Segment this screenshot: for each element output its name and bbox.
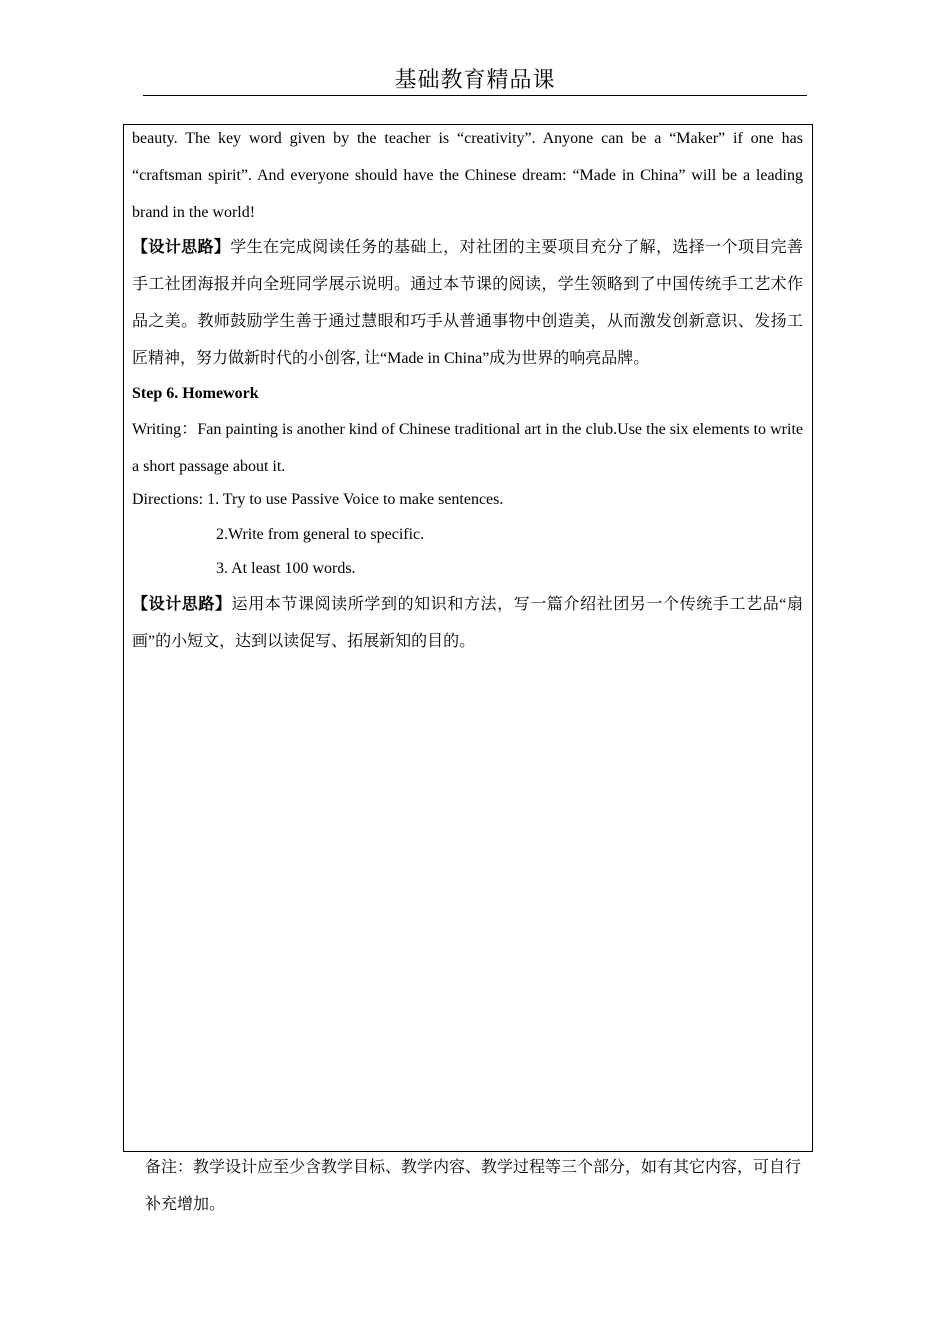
design-idea-label: 【设计思路】 <box>132 239 231 256</box>
page-header-title: 基础教育精品课 <box>394 67 556 92</box>
design-idea-text: 学生在完成阅读任务的基础上，对社团的主要项目充分了解，选择一个项目完善手工社团海报并向全班同学展示说明。通过本节课的阅读，学生领略到了中国传统手工艺术作品之美。教师鼓励学生善于通过慧眼和巧手从普通事物中创造美，从而激发创新意识、发扬工匠精神，努力做新时代的小创客, 让“Made in China”成为世界的响亮品牌。 <box>132 239 803 367</box>
directions-item-2: 2.Write from general to specific. <box>216 526 425 543</box>
design-idea-text: 运用本节课阅读所学到的知识和方法，写一篇介绍社团另一个传统手工艺品“扇画”的小短文，达到以读促写、拓展新知的目的。 <box>132 596 803 650</box>
intro-paragraph: beauty. The key word given by the teacher is “creativity”. Anyone can be a “Maker” if one has “craftsman spirit”. And everyone should have the Chinese dream: “Made in China” will be a leading brand in the world! <box>132 130 803 221</box>
directions-item-3: 3. At least 100 words. <box>216 560 356 577</box>
writing-task: Writing：Fan painting is another kind of Chinese traditional art in the club.Use the six elements to write a short passage about it. <box>132 421 803 475</box>
design-idea-paragraph-2 <box>132 586 803 660</box>
design-idea-label: 【设计思路】 <box>132 596 232 613</box>
footer-note: 备注：教学设计应至少含教学目标、教学内容、教学过程等三个部分，如有其它内容，可自行补充增加。 <box>145 1159 802 1213</box>
header-divider <box>143 95 807 96</box>
design-idea-paragraph-1 <box>132 229 803 377</box>
directions-item-1: Directions: 1. Try to use Passive Voice to make sentences. <box>132 491 504 508</box>
step-heading: Step 6. Homework <box>132 385 259 402</box>
